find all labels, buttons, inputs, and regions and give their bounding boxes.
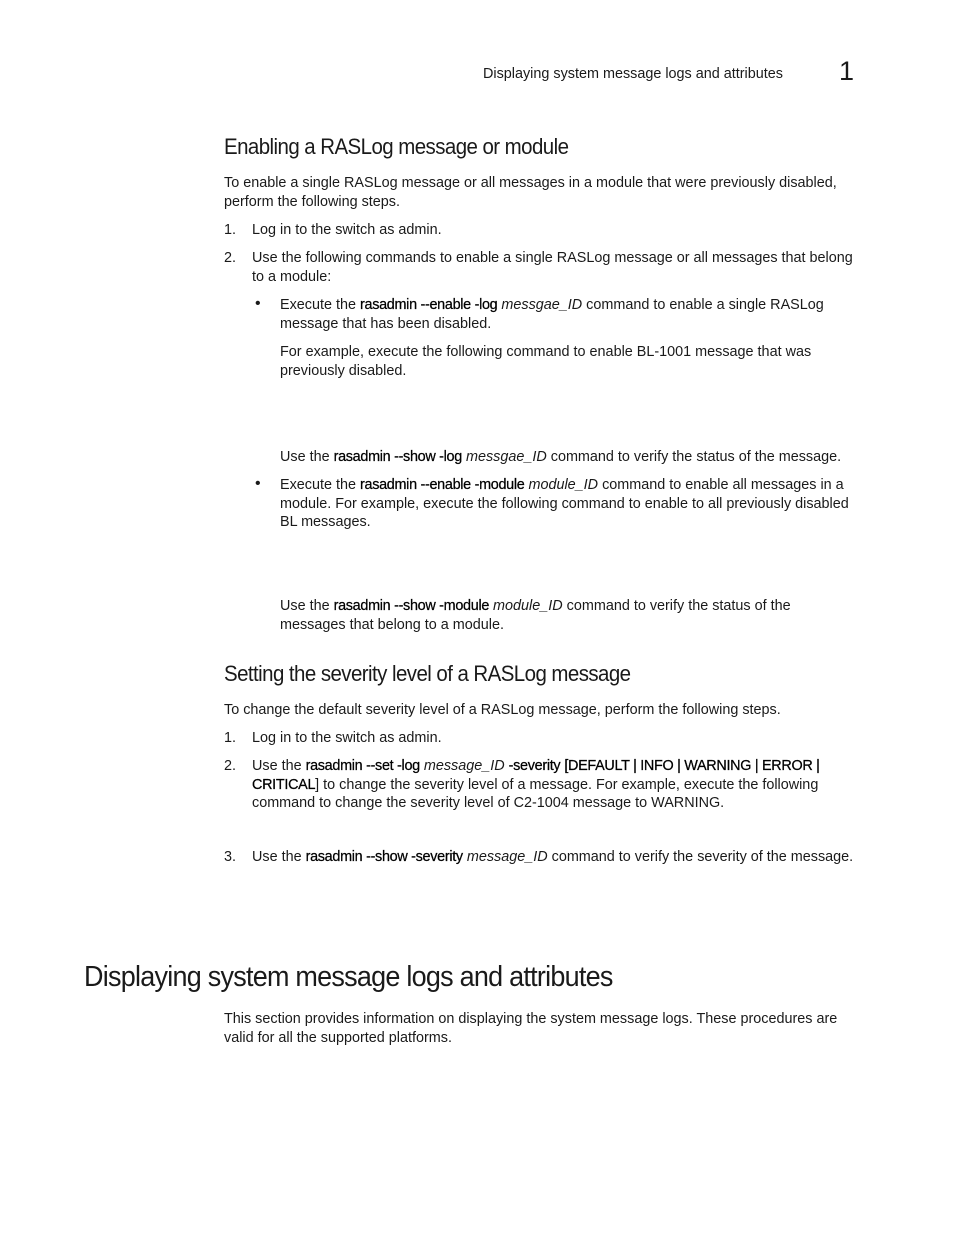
- severity-step1-number: 1.: [224, 730, 237, 746]
- severity-step2-number: 2.: [224, 758, 237, 774]
- enable-step2-line1: Use the following commands to enable a single RASLog message or all messages that belong: [252, 250, 853, 266]
- enable-step1-number: 1.: [224, 222, 237, 238]
- enable-intro: [224, 174, 864, 211]
- severity-options: [DEFAULT | INFO | WARNING | ERROR |: [564, 758, 820, 774]
- command-rasadmin-enable-module: rasadmin --enable -module: [360, 477, 525, 493]
- command-rasadmin-enable-log: rasadmin --enable -log: [360, 297, 498, 313]
- severity-step3-text: Use the rasadmin --show -severity message_ID command to verify the severity of the message.: [252, 849, 854, 865]
- severity-step1-text: Log in to the switch as admin.: [252, 730, 442, 746]
- severity-intro: To change the default severity level of a RASLog message, perform the following steps.: [224, 702, 781, 718]
- arg-module-id: module_ID: [528, 477, 599, 493]
- bullet-enable-log-example: For example, execute the following command to enable BL-1001 message that was previously disabled.: [280, 344, 812, 379]
- command-rasadmin-set-log: rasadmin --set -log: [305, 758, 420, 774]
- command-rasadmin-show-log: rasadmin --show -log: [333, 449, 462, 465]
- section-heading-severity: Setting the severity level of a RASLog message: [224, 661, 631, 686]
- bullet-enable-log: Execute the rasadmin --enable -log messgae_ID command to enable a single RASLog message that has been disabled.: [280, 297, 824, 332]
- command-rasadmin-show-severity: rasadmin --show -severity: [305, 849, 463, 865]
- running-header: Displaying system message logs and attributes: [483, 66, 783, 82]
- enable-step2-text: [252, 249, 872, 286]
- arg-messgae-id: messgae_ID: [501, 297, 583, 313]
- enable-step2-number: 2.: [224, 250, 237, 266]
- severity-step2-text: Use the rasadmin --set -log message_ID -severity [DEFAULT | INFO | WARNING | ERROR | CRITICAL] to change the severity level of a message. For example, execute the following command to change the severity level of C2-1004 message to WARNING.: [252, 758, 820, 811]
- enable-intro-line1: To enable a single RASLog message or all messages in a module that were previously disabled,: [224, 175, 837, 191]
- enable-step1-text: Log in to the switch as admin.: [252, 222, 442, 238]
- enable-step2-line2: to a module:: [252, 268, 332, 285]
- bullet-mark: •: [255, 295, 261, 312]
- bullet-mark: •: [255, 475, 261, 492]
- command-rasadmin-show-module: rasadmin --show -module: [333, 598, 490, 614]
- section-heading-display: Displaying system message logs and attributes: [84, 961, 613, 993]
- section-heading-enable: Enabling a RASLog message or module: [224, 134, 569, 159]
- display-intro: This section provides information on displaying the system message logs. These procedures are valid for all the supported platforms.: [224, 1011, 838, 1046]
- severity-step3-number: 3.: [224, 849, 237, 865]
- enable-intro-line2: perform the following steps.: [224, 193, 400, 210]
- chapter-number: 1: [839, 56, 855, 86]
- bullet-enable-log-verify: Use the rasadmin --show -log messgae_ID command to verify the status of the message.: [280, 449, 842, 465]
- bullet-enable-module-verify: Use the rasadmin --show -module module_ID command to verify the status of the messages that belong to a module.: [280, 598, 791, 633]
- bullet-enable-module: Execute the rasadmin --enable -module module_ID command to enable all messages in a module. For example, execute the following command to enable to all previously disabled BL messages.: [280, 477, 849, 530]
